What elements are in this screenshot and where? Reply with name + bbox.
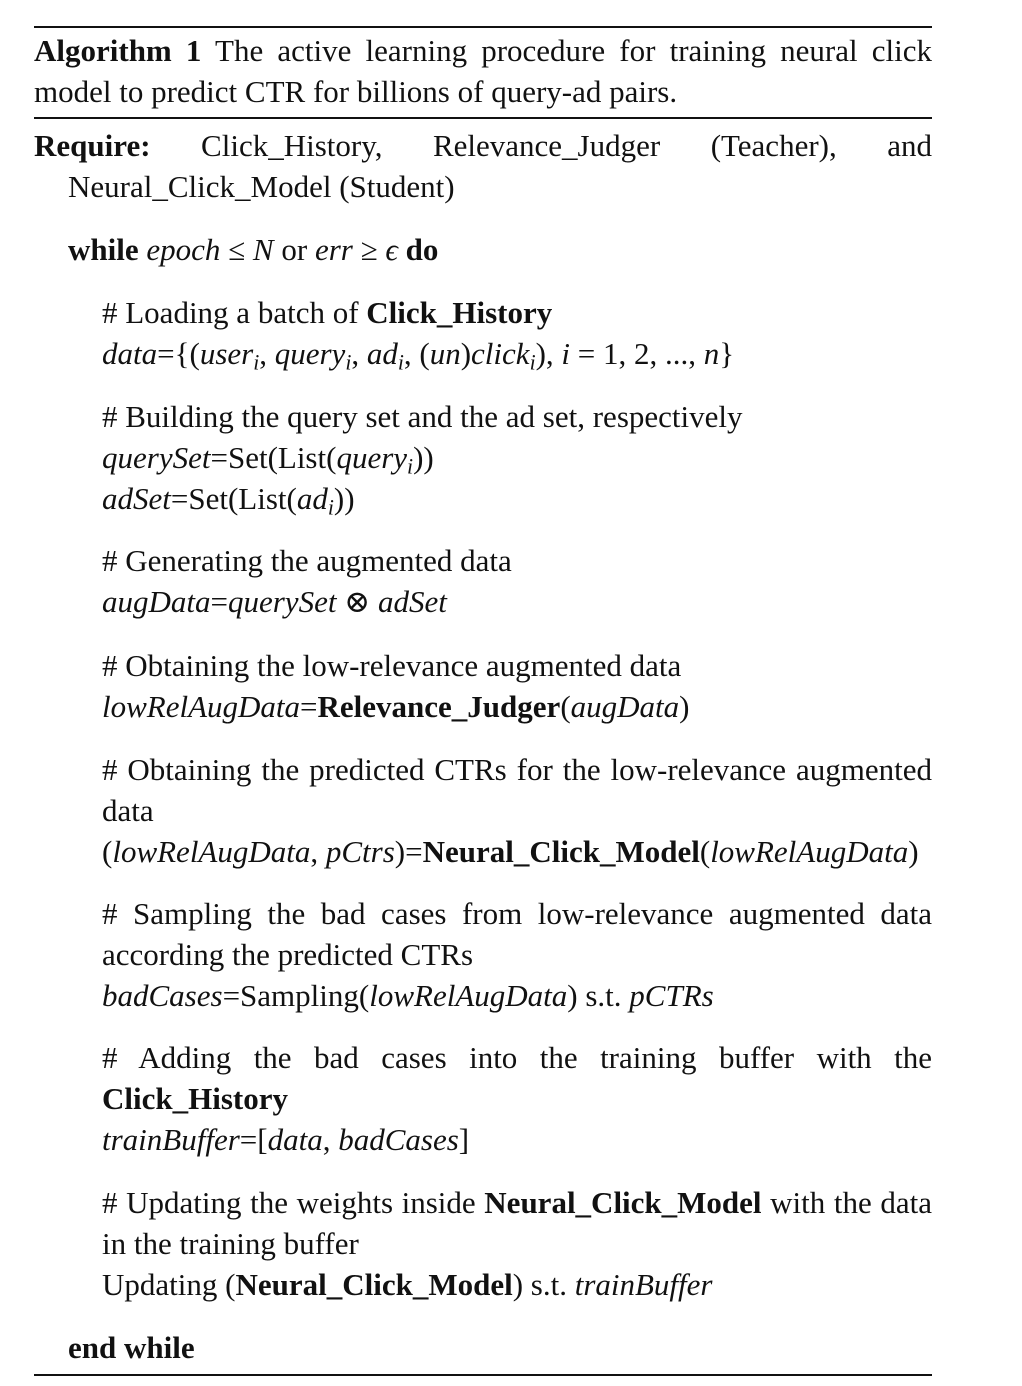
- step-code: [102, 1264, 932, 1305]
- step-augment: [102, 540, 932, 622]
- var-query: query: [274, 336, 346, 371]
- var-pctrs: pCtrs: [325, 834, 395, 869]
- step-code: [102, 831, 932, 872]
- cond-epsilon: ϵ: [385, 232, 398, 267]
- var-user: user: [199, 336, 254, 371]
- step-build-sets: [102, 396, 932, 519]
- top-rule: [34, 26, 932, 28]
- step-comment: # Generating the augmented data: [102, 543, 512, 578]
- var-lowrelaugdata: lowRelAugData: [710, 834, 909, 869]
- var-pctrs: pCTRs: [629, 978, 714, 1013]
- var-lowrelaugdata: lowRelAugData: [112, 834, 311, 869]
- var-ad: ad: [296, 481, 328, 516]
- caption-rule: [34, 117, 932, 119]
- subscript-i: i: [345, 350, 352, 375]
- code-token: =: [300, 689, 318, 724]
- step-code: [102, 975, 932, 1016]
- step-code: [102, 478, 932, 519]
- fn-relevance-judger: Relevance_Judger: [317, 689, 561, 724]
- subscript-i: i: [397, 350, 404, 375]
- require-line: [34, 125, 932, 207]
- code-token: , (: [403, 336, 430, 371]
- var-query: query: [336, 440, 408, 475]
- cond-or: or: [273, 232, 315, 267]
- algorithm-caption: [34, 30, 932, 112]
- var-augdata: augData: [570, 689, 680, 724]
- comment-text: with the data in the training buffer: [102, 1185, 932, 1261]
- var-queryset: querySet: [102, 440, 211, 475]
- code-token: (: [102, 834, 113, 869]
- code-token: = 1, 2, ...,: [570, 336, 704, 371]
- subscript-i: i: [529, 350, 536, 375]
- var-lowrelaugdata: lowRelAugData: [369, 978, 568, 1013]
- step-code: [102, 686, 932, 727]
- algorithm-label: Algorithm 1: [34, 33, 202, 68]
- cond-n: N: [252, 232, 274, 267]
- step-low-relevance: [102, 645, 932, 727]
- step-code: [102, 437, 932, 478]
- while-keyword: while: [68, 232, 139, 267]
- code-token: =Sampling(: [222, 978, 370, 1013]
- step-comment: [102, 292, 932, 333]
- var-data: data: [267, 1122, 323, 1157]
- code-token: ) s.t.: [567, 978, 630, 1013]
- code-token: (: [560, 689, 571, 724]
- var-lowrelaugdata: lowRelAugData: [102, 689, 301, 724]
- end-while-keyword: end while: [68, 1330, 195, 1365]
- code-token: )): [413, 440, 434, 475]
- step-comment: [102, 1182, 932, 1264]
- subscript-i: i: [253, 350, 260, 375]
- subscript-i: i: [327, 495, 334, 520]
- var-un: un: [429, 336, 461, 371]
- var-trainbuffer: trainBuffer: [574, 1267, 713, 1302]
- code-token: ,: [322, 1122, 339, 1157]
- code-token: }: [719, 336, 735, 371]
- code-token: ,: [310, 834, 326, 869]
- var-adset: adSet: [102, 481, 171, 516]
- algorithm-title: The active learning procedure for training neural click model to predict CTR for billions of query-ad pairs.: [34, 33, 932, 109]
- comment-bold-term: Click_History: [366, 295, 553, 330]
- code-token: =[: [239, 1122, 268, 1157]
- subscript-i: i: [407, 454, 414, 479]
- var-badcases: badCases: [338, 1122, 459, 1157]
- var-augdata: augData: [102, 584, 211, 619]
- comment-bold-term: Click_History: [102, 1081, 288, 1116]
- cond-epoch: epoch: [146, 232, 221, 267]
- step-predict-ctrs: [102, 749, 932, 872]
- step-code: [102, 581, 932, 622]
- comment-bold-term: Neural_Click_Model: [484, 1185, 762, 1220]
- bottom-rule: [34, 1374, 932, 1376]
- step-code: [102, 333, 932, 374]
- step-load-batch: [102, 292, 932, 374]
- code-token: ): [908, 834, 919, 869]
- code-token: ): [679, 689, 690, 724]
- code-token: ): [460, 336, 472, 371]
- require-text: Click_History, Relevance_Judger (Teacher), and Neural_Click_Model (Student): [68, 128, 932, 204]
- require-keyword: Require:: [34, 128, 151, 163]
- cond-ge: ≥: [352, 232, 386, 267]
- step-comment: # Sampling the bad cases from low-relevance augmented data according the predicted CTRs: [102, 896, 932, 972]
- fn-neural-click-model: Neural_Click_Model: [422, 834, 700, 869]
- code-token: )): [333, 481, 355, 516]
- code-token: ) s.t.: [512, 1267, 575, 1302]
- code-token: (: [699, 834, 711, 869]
- var-ad: ad: [366, 336, 398, 371]
- otimes-operator: ⊗: [336, 584, 378, 619]
- cond-le: ≤: [220, 232, 253, 267]
- step-comment: # Building the query set and the ad set, respectively: [102, 399, 743, 434]
- step-sample-bad-cases: [102, 893, 932, 1016]
- var-queryset: querySet: [227, 584, 337, 619]
- code-token: ={(: [157, 336, 200, 371]
- code-token: ),: [535, 336, 562, 371]
- code-token: =: [210, 584, 228, 619]
- step-comment: [102, 1037, 932, 1119]
- step-comment: # Obtaining the low-relevance augmented data: [102, 648, 682, 683]
- code-token: ,: [259, 336, 275, 371]
- var-data: data: [102, 336, 158, 371]
- var-badcases: badCases: [102, 978, 223, 1013]
- code-token: Updating (: [102, 1267, 236, 1302]
- fn-neural-click-model: Neural_Click_Model: [235, 1267, 513, 1302]
- var-adset: adSet: [377, 584, 447, 619]
- code-token: )=: [394, 834, 423, 869]
- comment-text: # Updating the weights inside: [102, 1185, 485, 1220]
- step-code: [102, 1119, 932, 1160]
- var-n: n: [703, 336, 720, 371]
- var-trainbuffer: trainBuffer: [102, 1122, 240, 1157]
- code-token: ,: [351, 336, 367, 371]
- comment-text: # Loading a batch of: [102, 295, 367, 330]
- comment-text: # Adding the bad cases into the training buffer with the: [102, 1040, 932, 1075]
- do-keyword: do: [397, 232, 439, 267]
- step-comment: # Obtaining the predicted CTRs for the low-relevance augmented data: [102, 752, 932, 828]
- var-click: click: [471, 336, 530, 371]
- var-i: i: [561, 336, 571, 371]
- step-update-weights: [102, 1182, 932, 1305]
- while-header: [68, 229, 438, 270]
- end-while: [68, 1327, 195, 1368]
- step-add-to-buffer: [102, 1037, 932, 1160]
- code-token: =Set(List(: [170, 481, 297, 516]
- code-token: ]: [458, 1122, 470, 1157]
- code-token: =Set(List(: [210, 440, 337, 475]
- cond-err: err: [314, 232, 353, 267]
